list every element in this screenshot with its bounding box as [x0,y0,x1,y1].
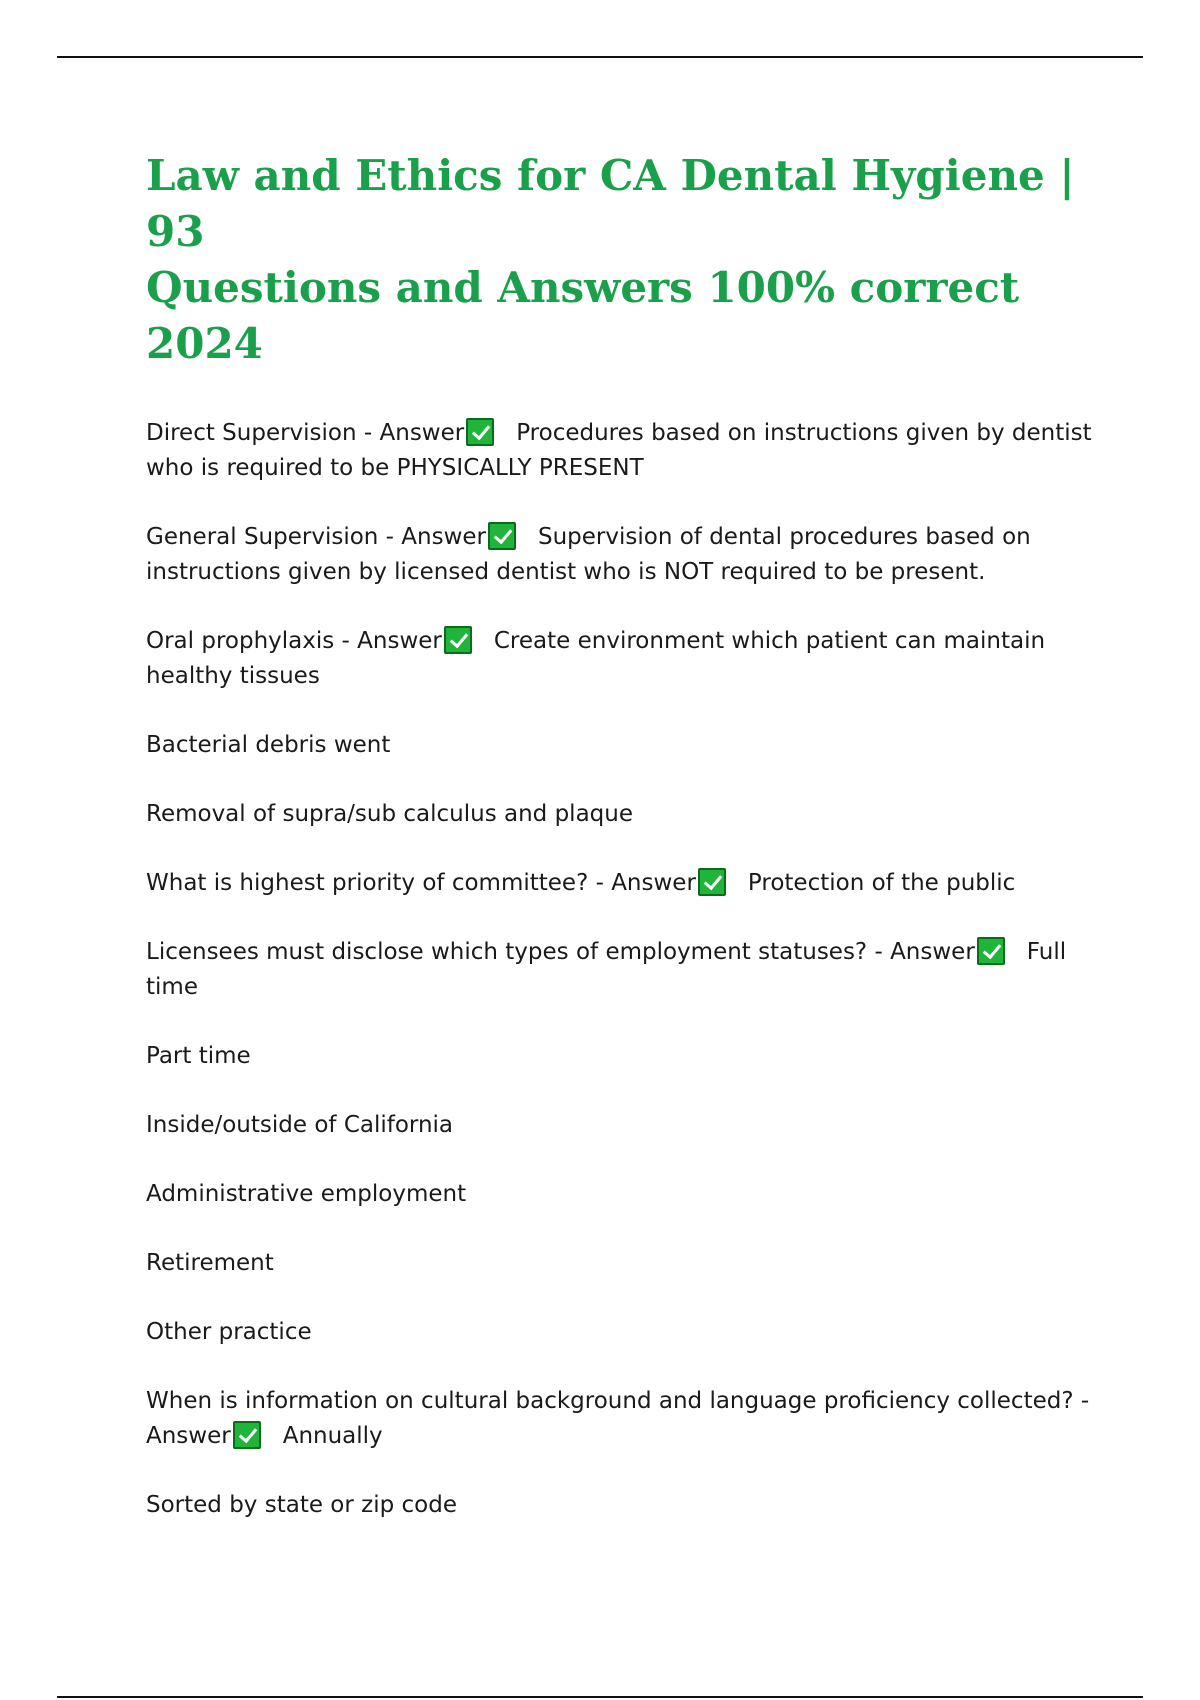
answer-text: Procedures based on instructions given by dentist who is required to be PHYSICALLY PRESENT [146,420,1092,481]
note-line: Other practice [146,1319,312,1345]
qa-item [146,520,1096,590]
answer-text: Annually [282,1423,383,1449]
answer-text: Supervision of dental procedures based on instructions given by licensed dentist who is NOT required to be present. [146,524,1031,585]
document-title [146,148,1096,372]
note-line: Part time [146,1043,251,1069]
question-text: Direct Supervision - Answer [146,420,465,446]
title-line-2: Questions and Answers 100% correct 2024 [146,263,1020,368]
note-line: Inside/outside of California [146,1112,454,1138]
qa-item [146,624,1096,694]
qa-item [146,416,1096,486]
note-line: Administrative employment [146,1181,467,1207]
question-text: Licensees must disclose which types of employment statuses? - Answer [146,939,975,965]
question-text: Oral prophylaxis - Answer [146,628,442,654]
note-line: Removal of supra/sub calculus and plaque [146,801,633,827]
check-icon [488,522,516,550]
document-content [146,148,1096,1557]
qa-item [146,866,1096,901]
check-icon [444,626,472,654]
check-icon [977,937,1005,965]
check-icon [698,868,726,896]
check-icon [466,418,494,446]
note-line: Retirement [146,1250,274,1276]
check-icon [233,1421,261,1449]
question-text: General Supervision - Answer [146,524,486,550]
title-line-1: Law and Ethics for CA Dental Hygiene | 93 [146,151,1075,256]
question-text: When is information on cultural background and language proficiency collected? - Answer [146,1388,1090,1449]
question-text: What is highest priority of committee? - Answer [146,870,696,896]
answer-text: Protection of the public [747,870,1016,896]
note-line: Sorted by state or zip code [146,1492,457,1518]
bottom-rule [57,1696,1143,1698]
top-rule [57,56,1143,58]
note-line: Bacterial debris went [146,732,391,758]
document-body [146,416,1096,1523]
qa-item [146,1384,1096,1454]
answer-text: Full time [146,939,1067,1000]
qa-item [146,935,1096,1005]
answer-text: Create environment which patient can maintain healthy tissues [146,628,1046,689]
